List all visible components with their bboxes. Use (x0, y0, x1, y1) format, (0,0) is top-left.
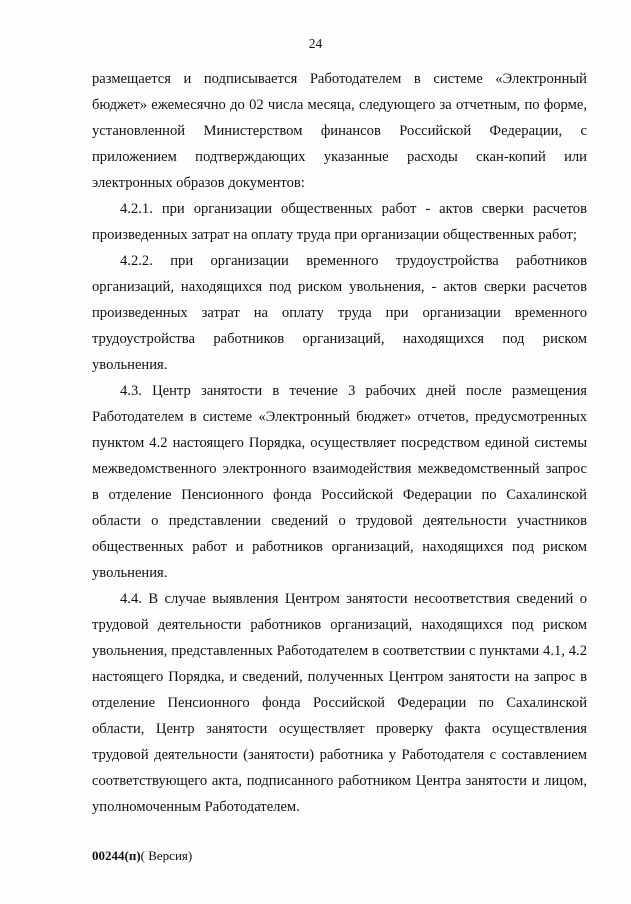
paragraph-4-4: 4.4. В случае выявления Центром занятости несоответствия сведений о трудовой деятельности работников организаций, находящихся под риском увольнения, представленных Работодателем в соответствии с пунктами 4.1, 4.2 настоящего Порядка, и сведений, полученных Центром занятости на запрос в отделение Пенсионного фонда Российской Федерации по Сахалинской области, Центр занятости осуществляет проверку факта осуществления трудовой деятельности (занятости) работника у Работодателя с составлением соответствующего акта, подписанного работником Центра занятости и лицом, уполномоченным Работодателем. (92, 591, 587, 815)
paragraph-continuation: размещается и подписывается Работодателем в системе «Электронный бюджет» ежемесячно до 02 числа месяца, следующего за отчетным, по форме, установленной Министерством финансов Российской Федерации, с приложением подтверждающих указанные расходы скан-копий или электронных образов документов: (92, 71, 587, 191)
paragraph-4-2-1: 4.2.1. при организации общественных работ - актов сверки расчетов произведенных затрат на оплату труда при организации общественных работ; (92, 201, 587, 243)
document-footer (92, 848, 192, 864)
paragraph-4-2-2: 4.2.2. при организации временного трудоустройства работников организаций, находящихся под риском увольнения, - актов сверки расчетов произведенных затрат на оплату труда при организации временного трудоустройства работников организаций, находящихся под риском увольнения. (92, 253, 587, 373)
document-code: 00244(п) (92, 848, 141, 863)
document-version: ( Версия) (140, 848, 193, 863)
paragraph-4-3: 4.3. Центр занятости в течение 3 рабочих дней после размещения Работодателем в системе «Электронный бюджет» отчетов, предусмотренных пунктом 4.2 настоящего Порядка, осуществляет посредством единой системы межведомственного электронного взаимодействия межведомственный запрос в отделение Пенсионного фонда Российской Федерации по Сахалинской области о представлении сведений о трудовой деятельности участников общественных работ и работников организаций, находящихся под риском увольнения. (92, 383, 587, 581)
page-number: 24 (308, 36, 323, 51)
document-body (92, 66, 587, 820)
